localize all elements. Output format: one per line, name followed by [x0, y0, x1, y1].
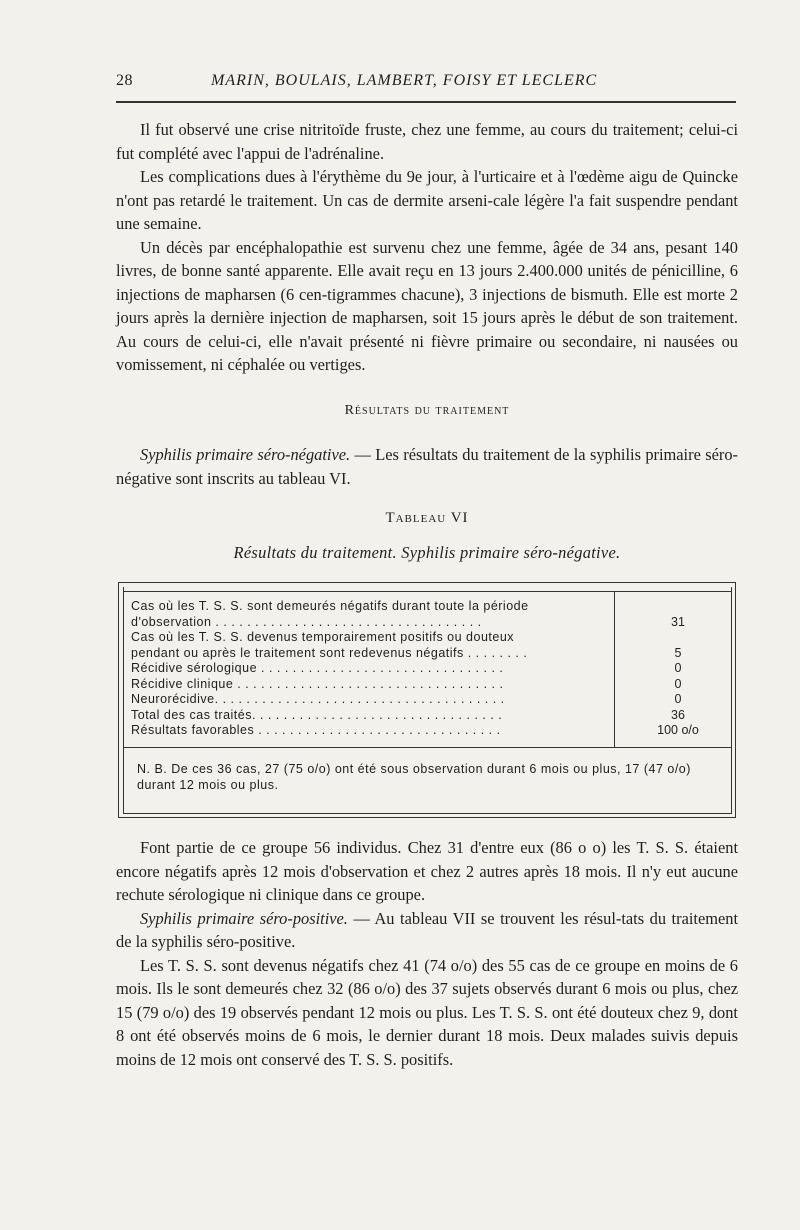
paragraph-text: — Au tableau VII se trouvent les résul-tats du traitement de la syphilis séro-positive.	[116, 908, 739, 951]
paragraph: Il fut observé une crise nitritoïde fruste, chez une femme, au cours du traitement; celui-ci fut complété avec l'appui de l'adrénaline.	[116, 120, 738, 163]
table-row	[131, 692, 731, 708]
table-caption: Résultats du traitement. Syphilis primaire séro-négative.	[233, 543, 621, 562]
paragraph: Un décès par encéphalopathie est survenu chez une femme, âgée de 34 ans, pesant 140 livres, de bonne santé apparente. Elle avait reçu en 13 jours 2.400.000 unités de pénicilline, 6 injections de mapharsen (6 cen-tigrammes chacune), 3 injections de bismuth. Elle est morte 2 jours après la dernière injection de mapharsen, soit 15 jours après le début de son traitement. Au cours de celui-ci, elle n'avait présenté ni fièvre primaire ou secondaire, ni nausées ou vomissement, ni céphalée ou vertiges.	[116, 237, 738, 374]
results-table	[118, 582, 736, 818]
row-value: 100 o/o	[657, 723, 699, 737]
row-label: Résultats favorables . . . . . . . . . . . . . . . . . . . . . . . . . . . . . . .	[131, 723, 501, 737]
paragraph	[116, 443, 738, 490]
table-row	[131, 677, 731, 693]
row-label: Récidive sérologique . . . . . . . . . . . . . . . . . . . . . . . . . . . . . . .	[131, 661, 504, 675]
text-block-syphilis-negative	[116, 443, 738, 490]
table-row	[131, 630, 731, 646]
row-label: pendant ou après le traitement sont redevenus négatifs . . . . . . . .	[131, 645, 528, 660]
page-number: 28	[116, 72, 133, 89]
table-border	[123, 587, 124, 813]
text-block-top	[116, 118, 738, 377]
table-row	[131, 615, 731, 631]
text-block-bottom	[116, 836, 738, 1071]
table-divider	[123, 747, 732, 748]
paragraph	[116, 907, 738, 954]
row-value: 0	[674, 676, 682, 691]
row-value: 0	[674, 661, 682, 675]
table-rows	[131, 599, 731, 739]
section-heading	[116, 403, 738, 419]
row-label: Neurorécidive. . . . . . . . . . . . . . . . . . . . . . . . . . . . . . . . . . . . .	[131, 692, 505, 706]
paragraph: Les complications dues à l'érythème du 9e jour, à l'urticaire et à l'œdème aigu de Quincke n'ont pas retardé le traitement. Un cas de dermite arseni-cale légère l'a fait suspendre pendant une semaine.	[116, 167, 738, 233]
table-border	[123, 813, 732, 814]
paragraph-text: — Les résultats du traitement de la syphilis primaire séro-négative sont inscrits au tableau VI.	[116, 445, 738, 488]
row-label: Cas où les T. S. S. devenus temporairement positifs ou douteux	[131, 630, 515, 644]
table-row	[131, 646, 731, 662]
paragraph: Font partie de ce groupe 56 individus. Chez 31 d'entre eux (86 o o) les T. S. S. étaient encore négatifs après 12 mois d'observation et chez 2 autres après 18 mois. Il n'y eut aucune rechute sérologique ni clinique dans ce groupe.	[116, 838, 738, 904]
table-row	[131, 661, 731, 677]
paragraph-lead: Syphilis primaire séro-négative.	[140, 445, 351, 464]
table-border	[123, 591, 732, 592]
table-row	[131, 599, 731, 615]
row-label: d'observation . . . . . . . . . . . . . . . . . . . . . . . . . . . . . . . . . .	[131, 614, 482, 629]
paragraph: Les T. S. S. sont devenus négatifs chez 41 (74 o/o) des 55 cas de ce groupe en moins de 6 mois. Ils le sont demeurés chez 32 (86 o/o) des 37 sujets observés durant 6 mois ou plus, chez 15 (79 o/o) des 19 observés pendant 12 mois ou plus. Les T. S. S. ont été douteux chez 9, dont 8 ont été observés moins de 6 mois, le dernier durant 18 mois. Deux malades suivis depuis moins de 12 mois ont conservé des T. S. S. positifs.	[116, 955, 738, 1069]
section-heading-text: Résultats du traitement	[344, 403, 510, 418]
row-label: Récidive clinique . . . . . . . . . . . . . . . . . . . . . . . . . . . . . . . . . .	[131, 676, 504, 691]
row-label: Cas où les T. S. S. sont demeurés négatifs durant toute la période	[131, 599, 529, 613]
table-row	[131, 723, 731, 739]
table-note: N. B. De ces 36 cas, 27 (75 o/o) ont été sous observation durant 6 mois ou plus, 17 (47 o/o) durant 12 mois ou plus.	[137, 762, 691, 792]
paragraph-lead: Syphilis primaire séro-positive.	[140, 908, 348, 928]
row-value: 36	[671, 707, 685, 722]
running-title-authors: MARIN, BOULAIS, LAMBERT, FOISY ET LECLERC	[211, 72, 598, 89]
table-row	[131, 708, 731, 724]
row-value: 5	[674, 645, 682, 660]
table-title-text: Tableau VI	[385, 510, 469, 526]
row-value: 0	[674, 692, 682, 706]
row-value: 31	[671, 614, 685, 629]
running-header	[116, 72, 736, 98]
row-label: Total des cas traités. . . . . . . . . . . . . . . . . . . . . . . . . . . . . . . .	[131, 707, 503, 722]
header-rule	[116, 101, 736, 103]
table-title	[116, 510, 738, 527]
